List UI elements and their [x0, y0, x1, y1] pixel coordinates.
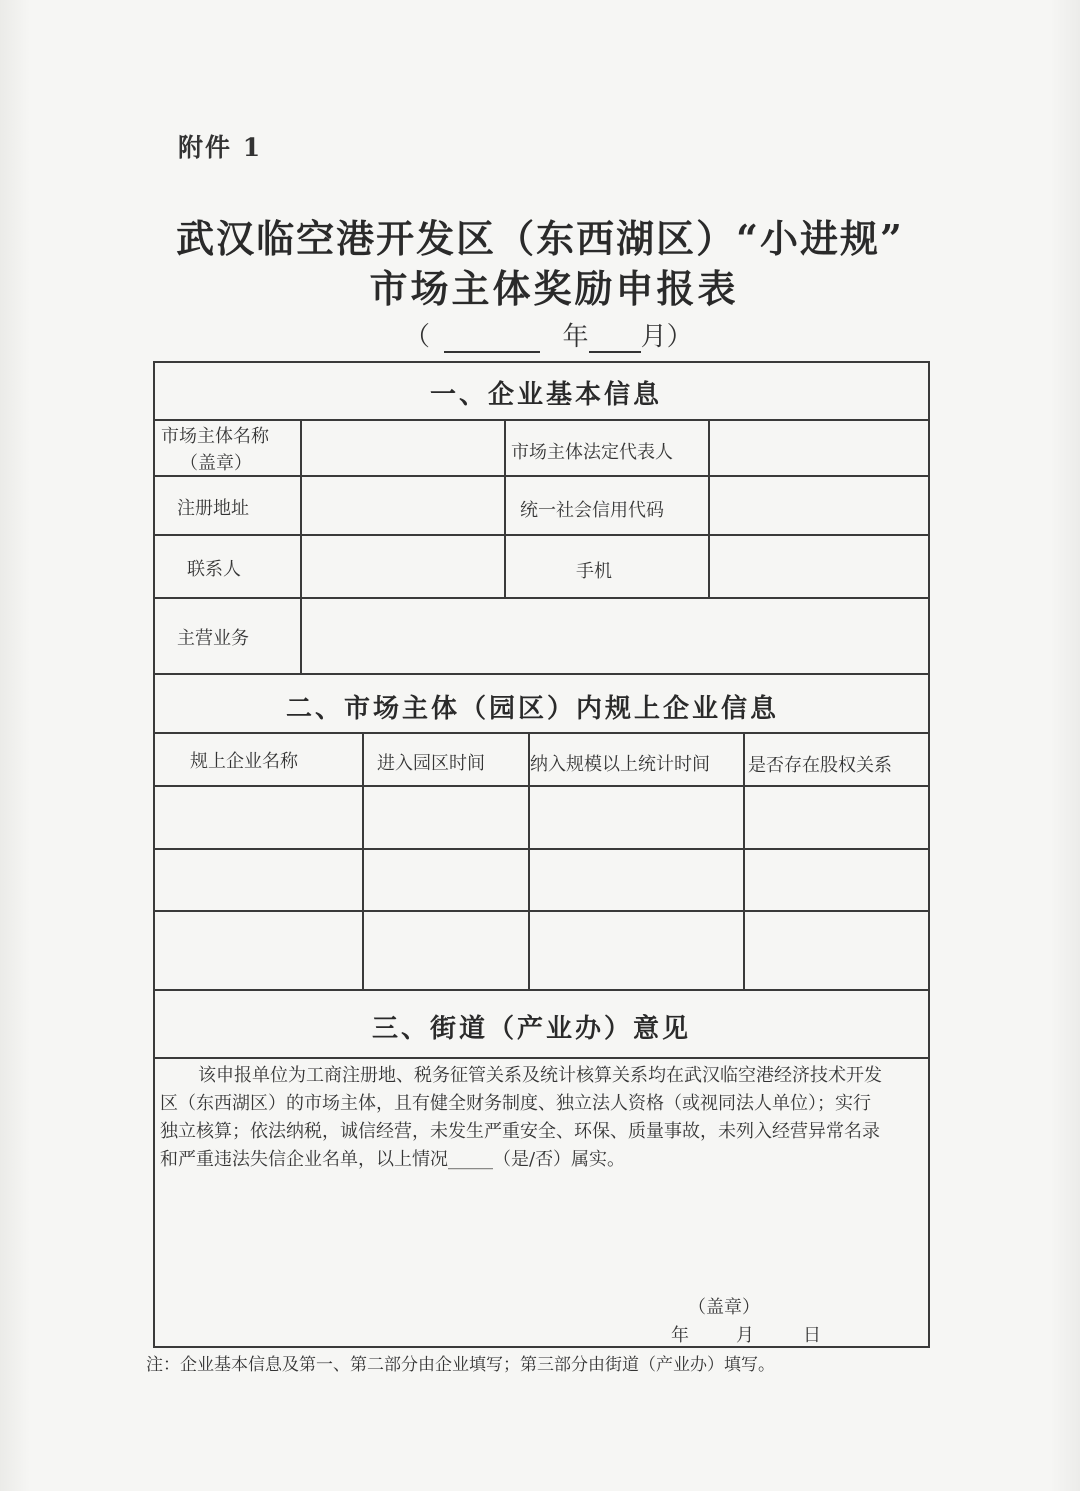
legal-rep-field[interactable] — [711, 422, 927, 474]
col-park-entry-time: 进入园区时间 — [377, 753, 485, 774]
credit-code-field[interactable] — [711, 478, 927, 533]
year-label: 年 — [562, 322, 589, 352]
market-entity-name-label: 市场主体名称 — [161, 426, 269, 447]
form-title-line2: 市场主体奖励申报表 — [369, 266, 739, 311]
credit-code-label: 统一社会信用代码 — [520, 500, 664, 521]
opinion-line: 区（东西湖区）的市场主体，且有健全财务制度、独立法人资格（或视同法人单位）；实行 — [160, 1093, 871, 1114]
table-row[interactable] — [156, 788, 927, 847]
table-row[interactable] — [156, 913, 927, 988]
main-business-label: 主营业务 — [177, 628, 249, 649]
table-row[interactable] — [156, 851, 927, 909]
section3-heading: 三、街道（产业办）意见 — [372, 1014, 692, 1044]
market-entity-name-field[interactable] — [303, 422, 503, 474]
col-equity-relation: 是否存在股权关系 — [748, 755, 892, 776]
legal-rep-label: 市场主体法定代表人 — [511, 442, 673, 463]
seal-note-label: （盖章） — [180, 453, 252, 474]
date-year-label: 年 — [671, 1325, 689, 1346]
opinion-paragraph — [160, 1062, 918, 1174]
mobile-phone-label: 手机 — [576, 561, 612, 582]
opinion-line: 和严重违法失信企业名单，以上情况_____（是/否）属实。 — [160, 1149, 626, 1170]
date-month-label: 月 — [736, 1325, 754, 1346]
registered-address-label: 注册地址 — [177, 498, 249, 519]
month-label: 月） — [640, 322, 693, 352]
opinion-line: 该申报单位为工商注册地、税务征管关系及统计核算关系均在武汉临空港经济技术开发 — [198, 1065, 882, 1086]
col-enterprise-name: 规上企业名称 — [190, 751, 298, 772]
date-day-label: 日 — [803, 1325, 821, 1346]
seal-label: （盖章） — [688, 1297, 760, 1318]
period-open-paren: （ — [404, 322, 431, 352]
contact-person-label: 联系人 — [187, 559, 241, 580]
section1-heading: 一、企业基本信息 — [430, 380, 663, 410]
footnote: 注：企业基本信息及第一、第二部分由企业填写；第三部分由街道（产业办）填写。 — [146, 1355, 775, 1375]
section2-heading: 二、市场主体（园区）内规上企业信息 — [286, 694, 780, 724]
form-title-line1: 武汉临空港开发区（东西湖区）“小进规” — [176, 216, 904, 261]
registered-address-field[interactable] — [303, 478, 503, 533]
main-business-field[interactable] — [303, 600, 927, 672]
contact-person-field[interactable] — [303, 537, 503, 596]
col-scale-stat-time: 纳入规模以上统计时间 — [530, 754, 710, 775]
attachment-label: 附件 1 — [178, 133, 263, 162]
mobile-phone-field[interactable] — [711, 537, 927, 596]
opinion-line: 独立核算；依法纳税，诚信经营，未发生严重安全、环保、质量事故，未列入经营异常名录 — [160, 1121, 880, 1142]
